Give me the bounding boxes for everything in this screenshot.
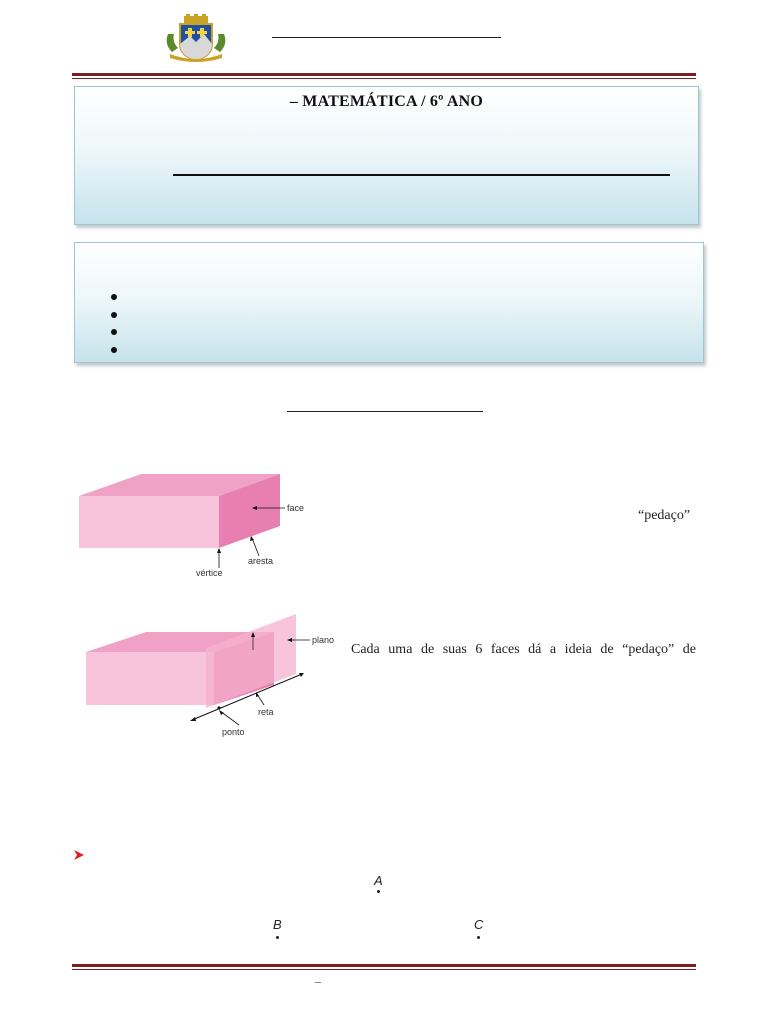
- figure-box-face-edge-vertex: [74, 468, 314, 580]
- label-ponto: ponto: [222, 727, 245, 737]
- bullet-point: [111, 347, 117, 353]
- point-a-label: A: [374, 873, 383, 888]
- point-c-label: C: [474, 917, 484, 932]
- box-front-face: [79, 496, 219, 548]
- label-vertice: vértice: [196, 568, 223, 578]
- top-rule-thin: [72, 78, 696, 79]
- label-aresta: aresta: [248, 556, 274, 566]
- title-panel: [74, 86, 699, 225]
- bullet-point: [111, 294, 117, 300]
- point-b-dot: [276, 936, 279, 939]
- header-underline: [272, 37, 501, 38]
- bullet-point: [111, 312, 117, 318]
- municipal-crest-logo: [164, 14, 228, 64]
- faces-sentence: Cada uma de suas 6 faces dá a ideia de “pedaço” de: [351, 642, 696, 657]
- label-face: face: [287, 503, 305, 513]
- pedaco-word: “pedaço”: [638, 508, 691, 523]
- footer-mark: –: [315, 974, 321, 988]
- figure-plane-line-point: [74, 610, 339, 742]
- bottom-rule: [72, 964, 696, 967]
- objectives-panel: [74, 242, 704, 363]
- top-rule: [72, 73, 696, 76]
- page-title: – MATEMÁTICA / 6º ANO: [289, 93, 484, 110]
- arrow-bullet-icon: [73, 849, 85, 861]
- point-b-label: B: [273, 917, 282, 932]
- plane: [206, 614, 296, 708]
- label-reta: reta: [258, 707, 274, 717]
- section-heading-underline: [287, 411, 483, 412]
- point-a-dot: [377, 890, 380, 893]
- label-plano: plano: [312, 635, 335, 645]
- name-field-line: [173, 174, 670, 176]
- bullet-point: [111, 329, 117, 335]
- bottom-rule-thin: [72, 969, 696, 970]
- point-c-dot: [477, 936, 480, 939]
